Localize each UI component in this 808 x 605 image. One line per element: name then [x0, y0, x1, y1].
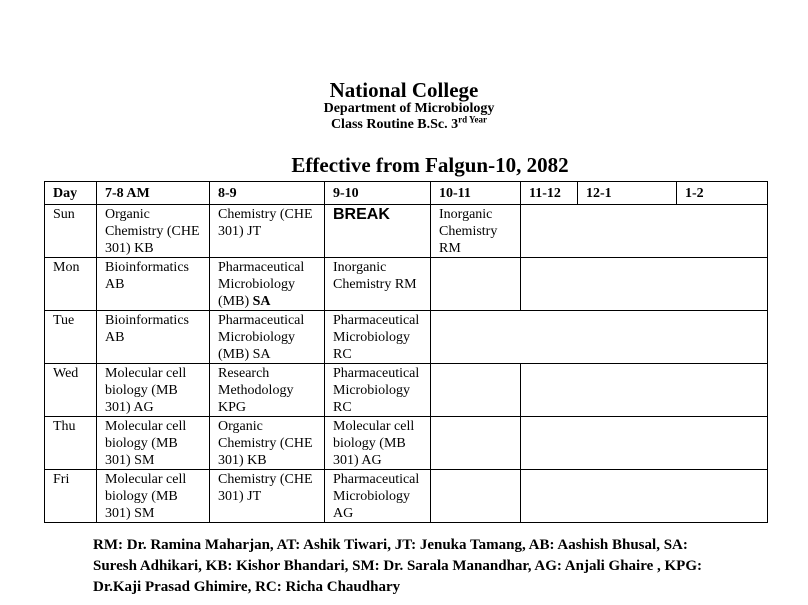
class-cell [210, 258, 325, 311]
break-cell [325, 205, 431, 258]
table-row-mon [45, 258, 768, 311]
class-cell: Chemistry (CHE 301) JT [210, 205, 325, 258]
empty-cell [431, 417, 521, 470]
class-cell: Pharmaceutical Microbiology RC [325, 364, 431, 417]
table-row-wed [45, 364, 768, 417]
column-header: Day [45, 182, 97, 205]
effective-date: Effective from Falgun-10, 2082 [291, 153, 569, 177]
break-label: BREAK [333, 206, 390, 223]
empty-cell [431, 258, 521, 311]
class-cell: Pharmaceutical Microbiology RC [325, 311, 431, 364]
class-cell: Research Methodology KPG [210, 364, 325, 417]
table-row-sun [45, 205, 768, 258]
routine-table [44, 181, 768, 523]
class-cell: Molecular cell biology (MB 301) AG [325, 417, 431, 470]
day-cell: Thu [45, 417, 97, 470]
day-cell: Wed [45, 364, 97, 417]
table-header-row [45, 182, 768, 205]
empty-cell [521, 470, 768, 523]
column-header: 9-10 [325, 182, 431, 205]
empty-cell [521, 258, 768, 311]
empty-cell [521, 205, 768, 258]
column-header: 11-12 [521, 182, 578, 205]
teacher-code: SA [252, 294, 271, 309]
class-cell: Inorganic Chemistry RM [325, 258, 431, 311]
class-cell: Organic Chemistry (CHE 301) KB [210, 417, 325, 470]
department-name: Department of Microbiology [323, 101, 495, 116]
class-cell: Inorganic Chemistry RM [431, 205, 521, 258]
day-cell: Sun [45, 205, 97, 258]
day-cell: Fri [45, 470, 97, 523]
empty-cell [431, 470, 521, 523]
empty-cell [521, 364, 768, 417]
class-cell: Organic Chemistry (CHE 301) KB [97, 205, 210, 258]
day-cell: Mon [45, 258, 97, 311]
routine-title-text: Class Routine B.Sc. 3 [330, 117, 459, 132]
table-row-tue [45, 311, 768, 364]
column-header: 1-2 [677, 182, 768, 205]
class-cell: Pharmaceutical Microbiology (MB) SA [210, 311, 325, 364]
table-row-fri [45, 470, 768, 523]
empty-cell [431, 364, 521, 417]
column-header: 8-9 [210, 182, 325, 205]
teacher-legend: RM: Dr. Ramina Maharjan, AT: Ashik Tiwari, JT: Jenuka Tamang, AB: Aashish Bhusal, SA: Suresh Adhikari, KB: Kishor Bhandari, SM: Dr. Sarala Manandhar, AG: Anjali Ghaire , KPG: Dr.Kaji Prasad Ghimire, RC: Richa Chaudhary [93, 537, 703, 595]
routine-title-superscript: rd Year [458, 114, 488, 125]
class-cell: Molecular cell biology (MB 301) AG [97, 364, 210, 417]
column-header: 7-8 AM [97, 182, 210, 205]
class-cell-text: Pharmaceutical Microbiology (MB) [218, 260, 305, 309]
table-row-thu [45, 417, 768, 470]
day-cell: Tue [45, 311, 97, 364]
class-cell: Pharmaceutical Microbiology AG [325, 470, 431, 523]
column-header: 10-11 [431, 182, 521, 205]
empty-cell [521, 417, 768, 470]
column-header: 12-1 [578, 182, 677, 205]
class-cell: Bioinformatics AB [97, 311, 210, 364]
class-cell: Bioinformatics AB [97, 258, 210, 311]
college-name: National College [329, 78, 479, 102]
class-cell: Chemistry (CHE 301) JT [210, 470, 325, 523]
routine-title [0, 114, 808, 133]
class-cell: Molecular cell biology (MB 301) SM [97, 470, 210, 523]
empty-cell [431, 311, 768, 364]
class-cell: Molecular cell biology (MB 301) SM [97, 417, 210, 470]
